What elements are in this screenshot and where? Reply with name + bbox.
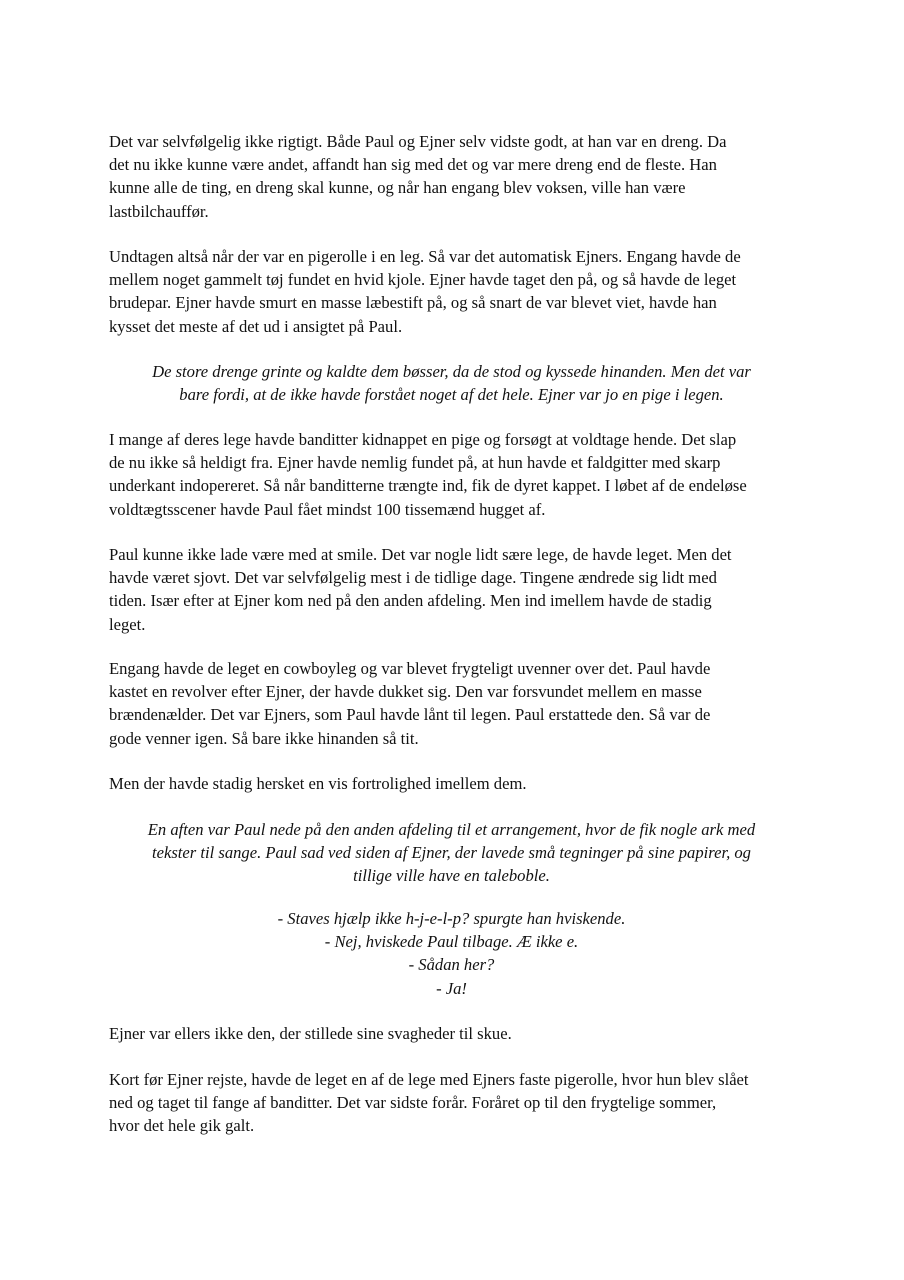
text-line: En aften var Paul nede på den anden afdeling til et arrangement, hvor de fik nogle ark med	[147, 820, 756, 839]
dialogue-line: - Sådan her?	[408, 955, 495, 975]
text-line: underkant indopereret. Så når banditterne trængte ind, fik de dyret kappet. I løbet af de endeløse	[109, 476, 747, 496]
text-line: Det var selvfølgelig ikke rigtigt. Både Paul og Ejner selv vidste godt, at han var en dreng. Da	[109, 132, 727, 151]
text-line: havde været sjovt. Det var selvfølgelig mest i de tidlige dage. Tingene ændrede sig lidt med	[109, 568, 717, 588]
text-line: Ejner var ellers ikke den, der stillede sine svagheder til skue.	[109, 1024, 512, 1043]
text-line: Undtagen altså når der var en pigerolle i en leg. Så var det automatisk Ejners. Engang havde de	[109, 247, 741, 266]
text-line: hvor det hele gik galt.	[109, 1116, 255, 1136]
italic-dialogue	[109, 907, 794, 1000]
text-line: de nu ikke så heldigt fra. Ejner havde nemlig fundet på, at hun havde et faldgitter med skarp	[109, 453, 721, 473]
text-line: bare fordi, at de ikke havde forstået noget af det hele. Ejner var jo en pige i legen.	[179, 385, 724, 405]
paragraph-5	[109, 657, 809, 750]
text-line: det nu ikke kunne være andet, affandt han sig med det og var mere dreng end de fleste. Han	[109, 155, 717, 175]
text-line: brændenælder. Det var Ejners, som Paul havde lånt til legen. Paul erstattede den. Så var de	[109, 705, 711, 725]
text-line: kunne alle de ting, en dreng skal kunne, og når han engang blev voksen, ville han være	[109, 178, 686, 198]
text-line: lastbilchauffør.	[109, 201, 209, 221]
text-line: kysset det meste af det ud i ansigtet på Paul.	[109, 316, 403, 336]
text-line: Kort før Ejner rejste, havde de leget en af de lege med Ejners faste pigerolle, hvor hun blev slået	[109, 1070, 749, 1089]
text-line: voldtægtsscener havde Paul fået mindst 100 tissemænd hugget af.	[109, 499, 546, 519]
text-line: I mange af deres lege havde banditter kidnappet en pige og forsøgt at voldtage hende. Det slap	[109, 430, 737, 449]
dialogue-line: - Ja!	[436, 978, 467, 998]
dialogue-line: - Nej, hviskede Paul tilbage. Æ ikke e.	[324, 932, 579, 952]
text-line: mellem noget gammelt tøj fundet en hvid kjole. Ejner havde taget den på, og så havde de leget	[109, 270, 737, 290]
dialogue-line: - Staves hjælp ikke h-j-e-l-p? spurgte han hviskende.	[277, 909, 626, 928]
text-line: De store drenge grinte og kaldte dem bøsser, da de stod og kyssede hinanden. Men det var	[152, 362, 751, 381]
paragraph-1	[109, 130, 809, 223]
text-line: leget.	[109, 614, 146, 634]
paragraph-8	[109, 1068, 809, 1138]
text-line: brudepar. Ejner havde smurt en masse læbestift på, og så snart de var blevet viet, havde han	[109, 293, 717, 313]
italic-passage-2	[109, 818, 794, 888]
text-line: kastet en revolver efter Ejner, der havde dukket sig. Den var forsvundet mellem en masse	[109, 682, 702, 702]
text-line: Engang havde de leget en cowboyleg og var blevet frygteligt uvenner over det. Paul havde	[109, 659, 711, 678]
italic-passage-1	[109, 360, 794, 406]
text-line: tiden. Især efter at Ejner kom ned på den anden afdeling. Men ind imellem havde de stadig	[109, 591, 712, 611]
text-line: ned og taget til fange af banditter. Det var sidste forår. Foråret op til den frygtelige sommer,	[109, 1093, 717, 1113]
paragraph-6	[109, 772, 809, 795]
text-line: gode venner igen. Så bare ikke hinanden så tit.	[109, 728, 419, 748]
paragraph-3	[109, 428, 809, 521]
paragraph-2	[109, 245, 809, 338]
text-line: tekster til sange. Paul sad ved siden af Ejner, der lavede små tegninger på sine papirer, og	[152, 843, 751, 863]
paragraph-4	[109, 543, 809, 636]
text-line: tillige ville have en taleboble.	[353, 866, 550, 886]
text-line: Paul kunne ikke lade være med at smile. Det var nogle lidt sære lege, de havde leget. Men det	[109, 545, 732, 564]
paragraph-7	[109, 1022, 809, 1045]
text-line: Men der havde stadig hersket en vis fortrolighed imellem dem.	[109, 774, 527, 793]
